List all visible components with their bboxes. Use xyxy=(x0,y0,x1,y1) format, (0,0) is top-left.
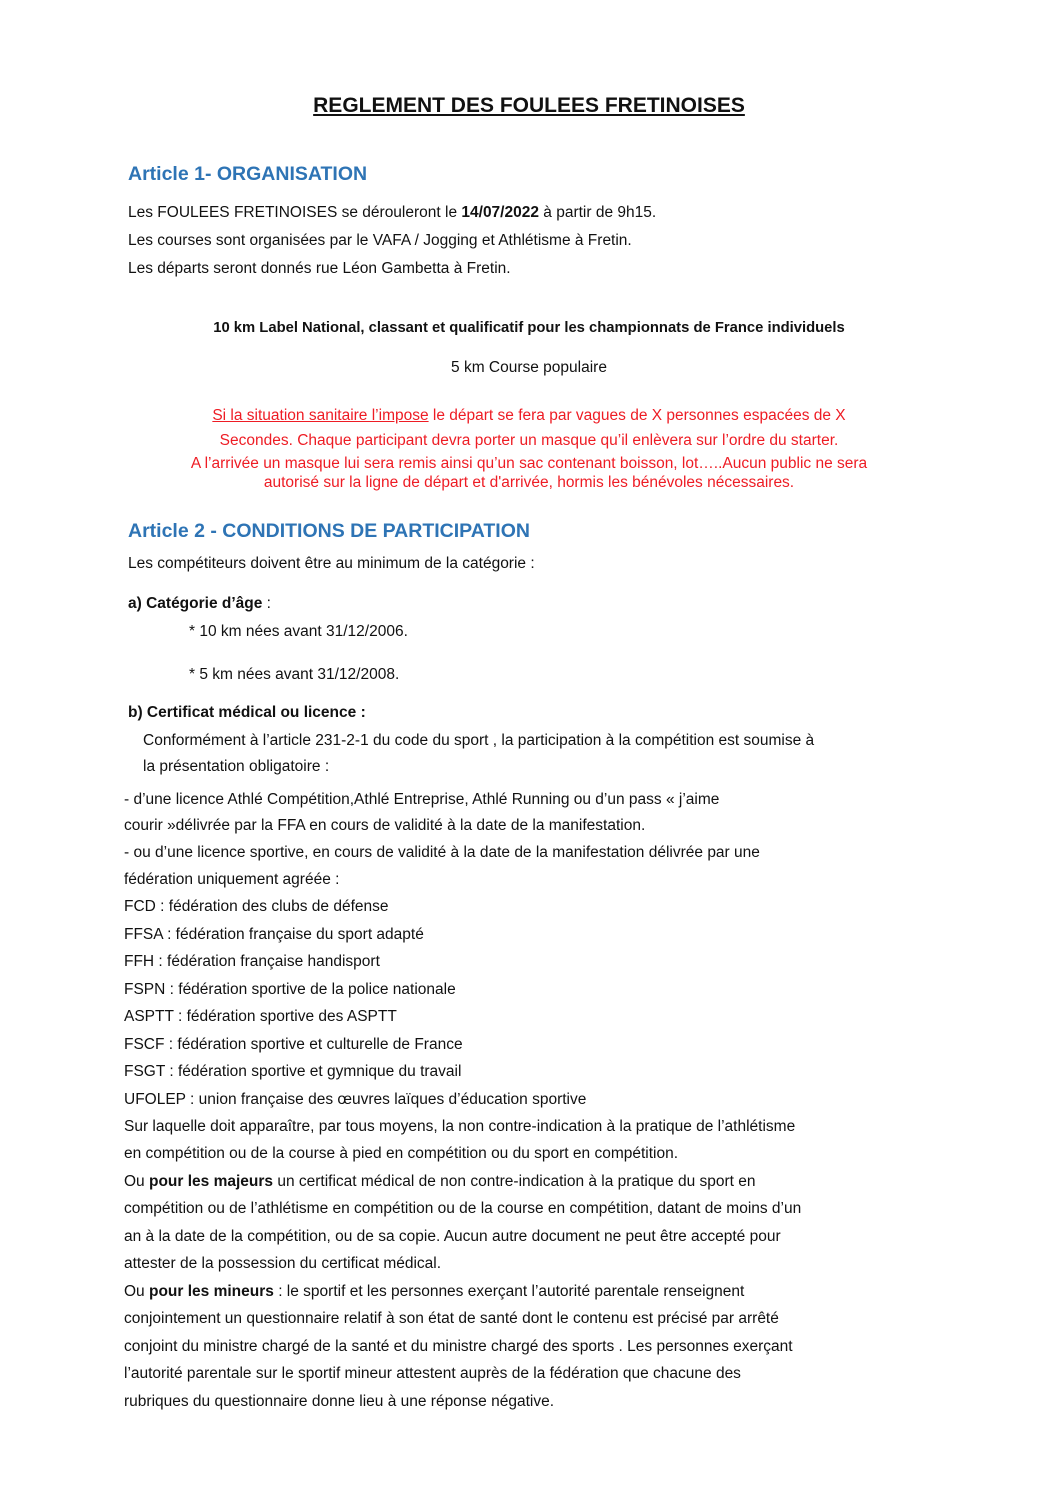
federation-note-line2: en compétition ou de la course à pied en compétition ou du sport en compétition. xyxy=(124,1145,679,1162)
article1-line1-post: à partir de 9h15. xyxy=(538,204,657,221)
covid-line3: A l’arrivée un masque lui sera remis ainsi qu’un sac contenant boisson, lot…..Aucun public ne sera xyxy=(190,455,868,472)
federation-note-line1: Sur laquelle doit apparaître, par tous moyens, la non contre-indication à la pratique de l’athlétisme xyxy=(124,1118,796,1135)
age-5km: * 5 km nées avant 31/12/2008. xyxy=(189,666,400,683)
article1-line1-pre: Les FOULEES FRETINOISES se dérouleront le xyxy=(128,204,462,221)
covid-line1-rest: le départ se fera par vagues de X personnes espacées de X xyxy=(428,407,846,424)
age-category-label xyxy=(128,594,271,614)
mineurs-line2: conjointement un questionnaire relatif à son état de santé dont le contenu est précisé par arrêté xyxy=(124,1310,779,1327)
article1-line1 xyxy=(128,203,656,223)
article2-intro: Les compétiteurs doivent être au minimum de la catégorie : xyxy=(128,555,535,572)
covid-line2: Secondes. Chaque participant devra porter un masque qu’il enlèvera sur l’ordre du starter. xyxy=(219,432,839,449)
federation-item: FFH : fédération française handisport xyxy=(124,953,380,970)
article1-line3: Les départs seront donnés rue Léon Gambetta à Fretin. xyxy=(128,260,511,277)
event-date: 14/07/2022 xyxy=(461,204,539,221)
licence-sport-line1: - ou d’une licence sportive, en cours de validité à la date de la manifestation délivrée par une xyxy=(124,844,760,861)
document-title: REGLEMENT DES FOULEES FRETINOISES xyxy=(313,94,745,117)
mineurs-pre: Ou xyxy=(124,1283,149,1300)
licence-ffa-line1: - d’une licence Athlé Compétition,Athlé Entreprise, Athlé Running ou d’un pass « j’aime xyxy=(124,791,720,808)
federation-item: FSGT : fédération sportive et gymnique du travail xyxy=(124,1063,462,1080)
majeurs-line1-rest: un certificat médical de non contre-indication à la pratique du sport en xyxy=(273,1173,756,1190)
label-national-line: 10 km Label National, classant et qualificatif pour les championnats de France individuels xyxy=(213,320,845,336)
age-category-title: a) Catégorie d’âge xyxy=(128,595,263,612)
mineurs-line3: conjoint du ministre chargé de la santé et du ministre chargé des sports . Les personnes exerçant xyxy=(124,1338,793,1355)
covid-line4: autorisé sur la ligne de départ et d'arrivée, hormis les bénévoles nécessaires. xyxy=(263,474,795,491)
b-paragraph-line2: la présentation obligatoire : xyxy=(143,758,330,775)
medical-certificate-label: b) Certificat médical ou licence : xyxy=(128,704,366,721)
course-populaire-line: 5 km Course populaire xyxy=(451,359,607,376)
majeurs-pre: Ou xyxy=(124,1173,149,1190)
mineurs-line4: l’autorité parentale sur le sportif mineur attestent auprès de la fédération que chacune des xyxy=(124,1365,741,1382)
majeurs-line1 xyxy=(124,1172,756,1192)
covid-condition: Si la situation sanitaire l’impose xyxy=(212,407,429,424)
majeurs-line3: an à la date de la compétition, ou de sa copie. Aucun autre document ne peut être accepté pour xyxy=(124,1228,781,1245)
federation-item: FCD : fédération des clubs de défense xyxy=(124,898,389,915)
mineurs-line1 xyxy=(124,1282,744,1302)
federation-item: FFSA : fédération française du sport adapté xyxy=(124,926,424,943)
federation-item: ASPTT : fédération sportive des ASPTT xyxy=(124,1008,397,1025)
licence-ffa-line2: courir »délivrée par la FFA en cours de validité à la date de la manifestation. xyxy=(124,817,646,834)
covid-line1 xyxy=(0,406,1058,426)
majeurs-line4: attester de la possession du certificat médical. xyxy=(124,1255,442,1272)
mineurs-line5: rubriques du questionnaire donne lieu à une réponse négative. xyxy=(124,1393,555,1410)
b-paragraph-line1: Conformément à l’article 231-2-1 du code du sport , la participation à la compétition est soumise à xyxy=(143,732,815,749)
article2-heading: Article 2 - CONDITIONS DE PARTICIPATION xyxy=(128,520,530,542)
majeurs-label: pour les majeurs xyxy=(148,1173,274,1190)
age-category-suffix: : xyxy=(262,595,271,612)
federation-item: UFOLEP : union française des œuvres laïques d’éducation sportive xyxy=(124,1091,587,1108)
mineurs-label: pour les mineurs xyxy=(148,1283,274,1300)
age-10km: * 10 km nées avant 31/12/2006. xyxy=(189,623,408,640)
majeurs-line2: compétition ou de l’athlétisme en compétition ou de la course en compétition, datant de moins d’un xyxy=(124,1200,802,1217)
article1-line2: Les courses sont organisées par le VAFA / Jogging et Athlétisme à Fretin. xyxy=(128,232,632,249)
federation-item: FSCF : fédération sportive et culturelle de France xyxy=(124,1036,463,1053)
federation-item: FSPN : fédération sportive de la police nationale xyxy=(124,981,456,998)
article1-heading: Article 1- ORGANISATION xyxy=(128,163,368,185)
licence-sport-line2: fédération uniquement agréée : xyxy=(124,871,340,888)
mineurs-line1-rest: : le sportif et les personnes exerçant l’autorité parentale renseignent xyxy=(273,1283,745,1300)
